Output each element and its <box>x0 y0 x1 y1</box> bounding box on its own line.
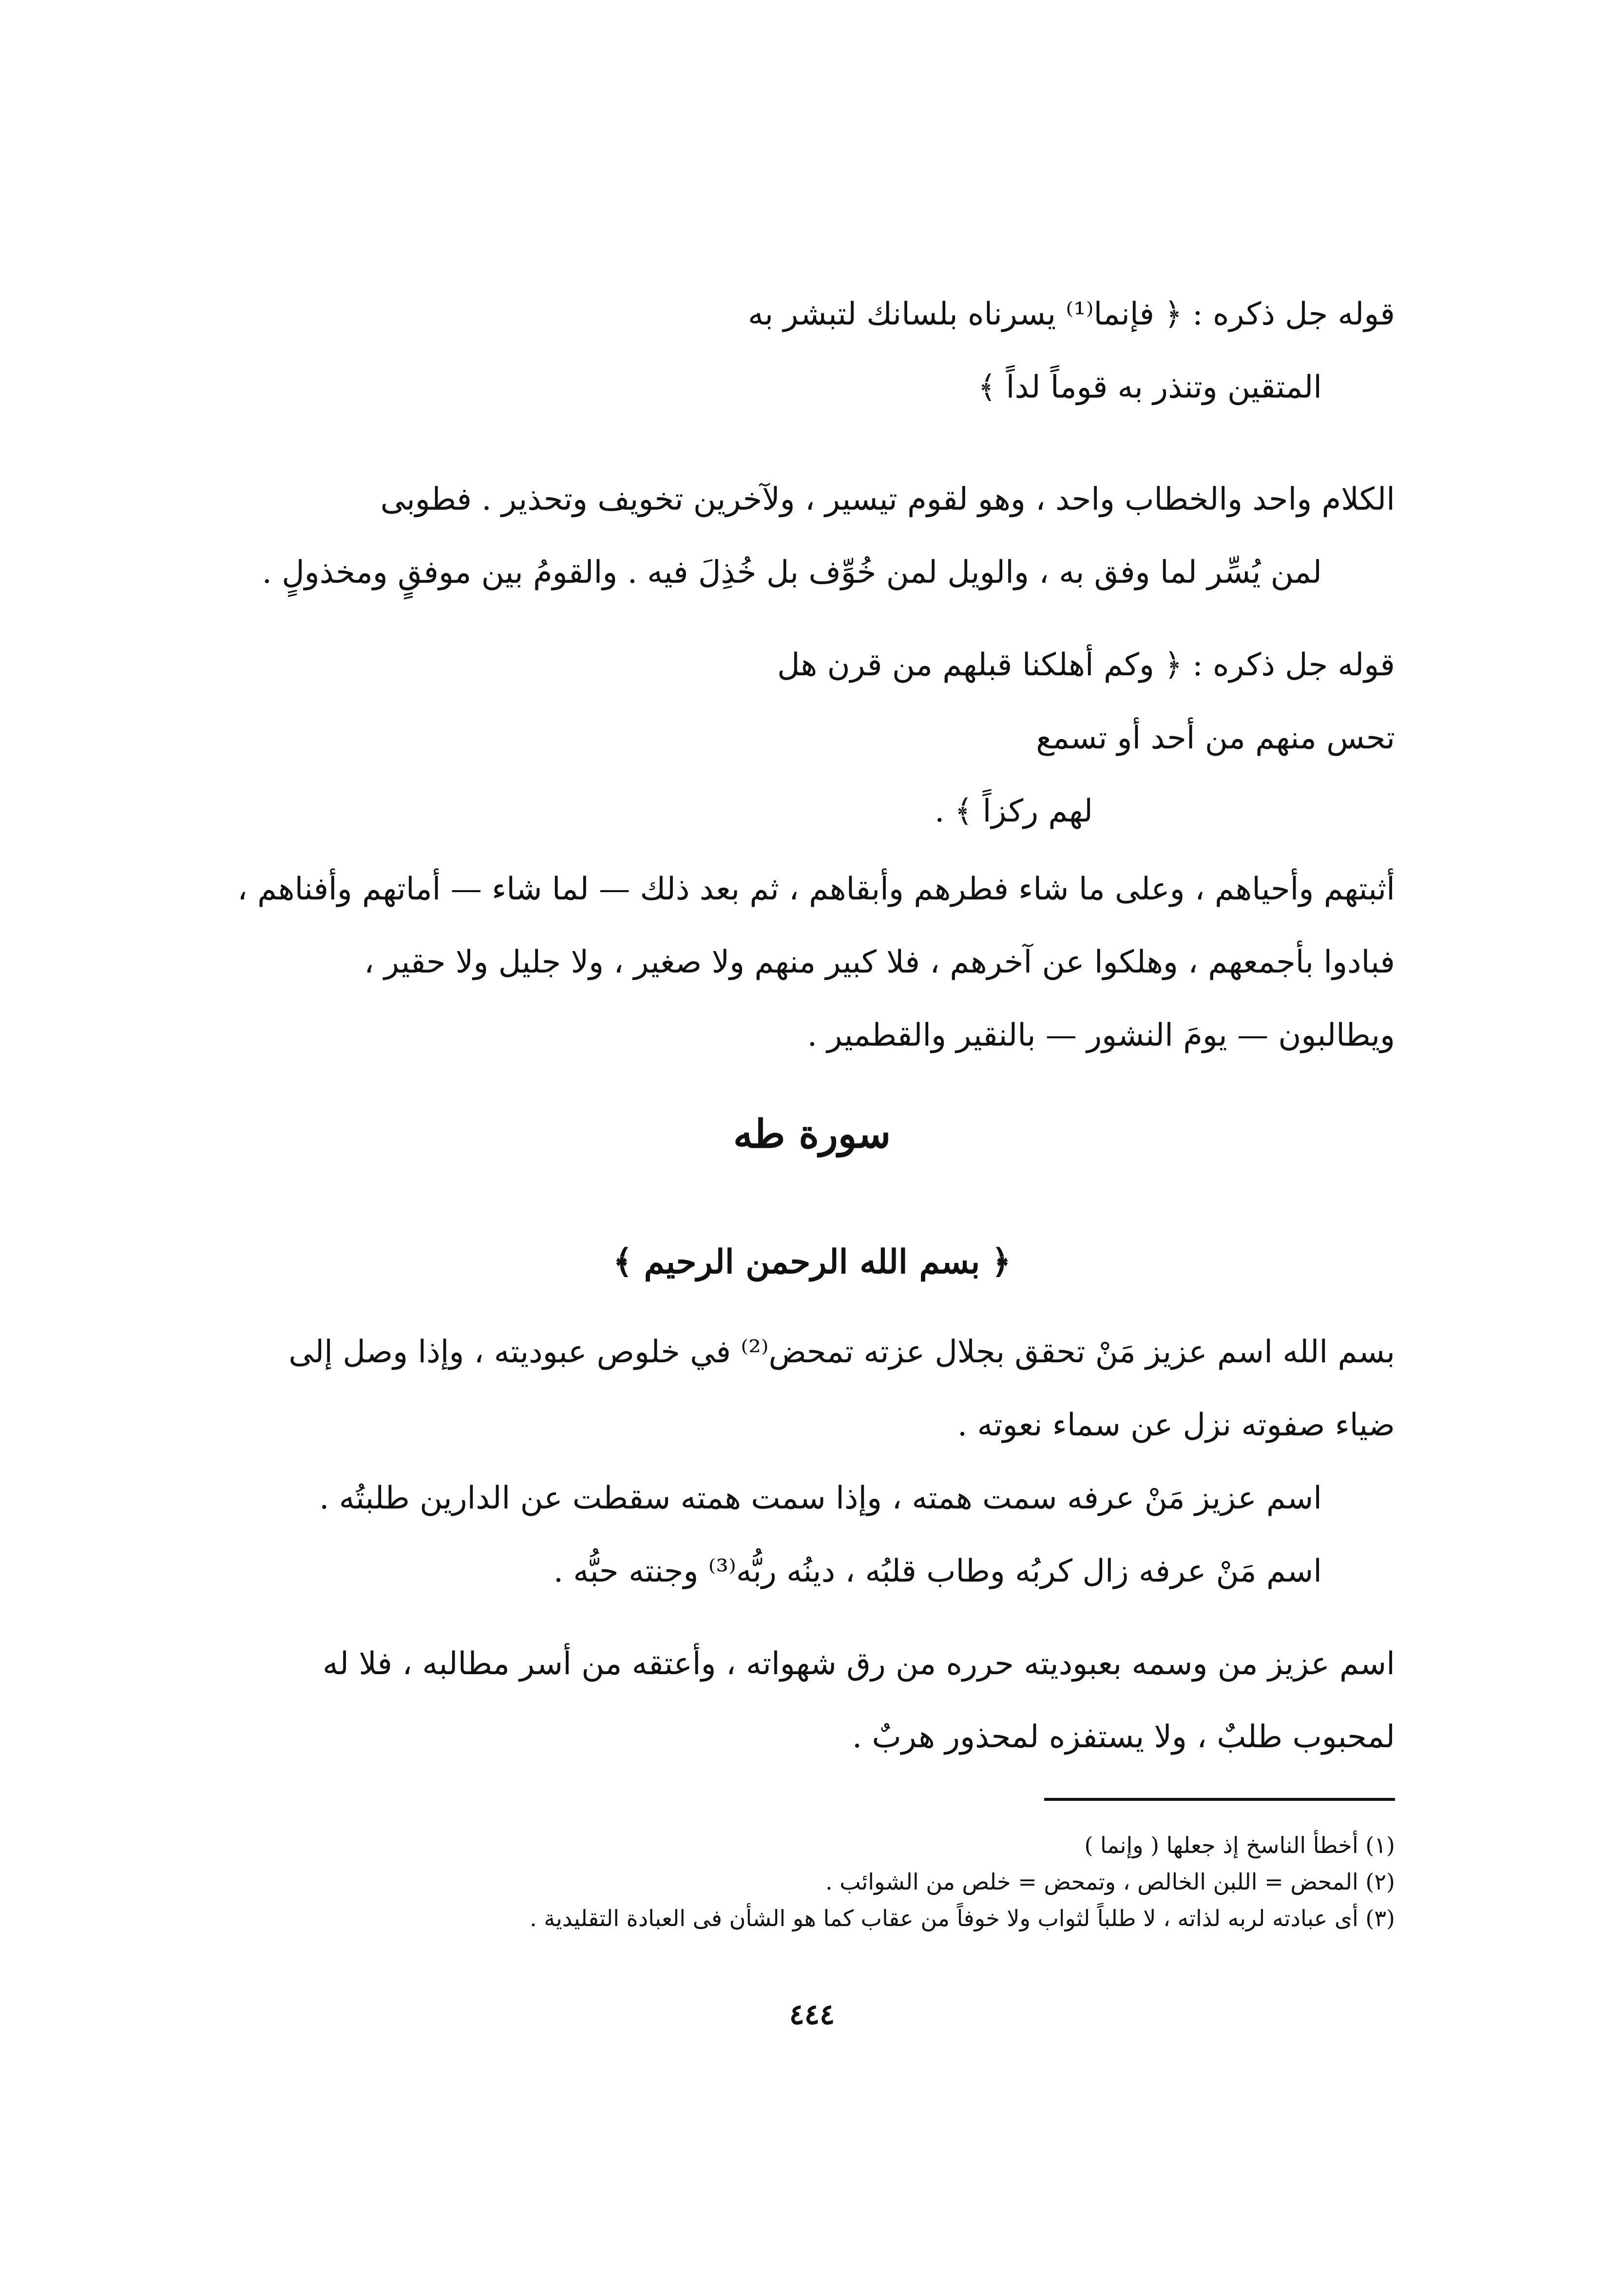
commentary-paragraph-4 <box>294 1462 1395 1608</box>
basmala: ﴿ بسم الله الرحمن الرحيم ﴾ <box>613 1242 1011 1281</box>
footnote: (٢) المحض = اللبن الخالص ، وتمحض = خلص من الشوائب . <box>825 1869 1395 1895</box>
text-line: اسم عزيز من وسمه بعبوديته حرره من رق شهواته ، وأعتقه من أسر مطالبه ، فلا له <box>323 1646 1395 1682</box>
footnotes <box>294 1827 1395 1937</box>
commentary-paragraph-1 <box>262 463 1395 609</box>
text-line: اسم عزيز مَنْ عرفه سمت همته ، وإذا سمت همته سقطت عن الدارين طلبتُه . <box>319 1480 1322 1516</box>
text-line: لهم ركزاً ﴾ . <box>935 793 1093 829</box>
page-number: ٤٤٤ <box>789 1998 835 2031</box>
text-line: المتقين وتنذر به قوماً لداً ﴾ <box>977 369 1322 405</box>
text-line: أثبتهم وأحياهم ، وعلى ما شاء فطرهم وأبقاهم ، ثم بعد ذلك — لما شاء — أماتهم وأفناهم ، <box>237 871 1395 907</box>
text-line: قوله جل ذكره : ﴿ فإنما⁽¹⁾ يسرناه بلسانك لتبشر به <box>747 296 1395 332</box>
text-line: لمحبوب طلبٌ ، ولا يستفزه لمحذور هربٌ . <box>852 1719 1395 1755</box>
verse-intro-2 <box>294 629 1395 848</box>
text-line: اسم مَنْ عرفه زال كربُه وطاب قلبُه ، دينُه ربُّه⁽³⁾ وجنته حبُّه . <box>553 1553 1322 1589</box>
commentary-paragraph-5 <box>294 1627 1395 1774</box>
text-line: ويطالبون — يومَ النشور — بالنقير والقطمير . <box>807 1017 1395 1053</box>
surah-title: سورة طه <box>733 1111 891 1157</box>
text-line: فبادوا بأجمعهم ، وهلكوا عن آخرهم ، فلا كبير منهم ولا صغير ، ولا جليل ولا حقير ، <box>364 944 1395 980</box>
text-line: لمن يُسِّر لما وفق به ، والويل لمن خُوِّف بل خُذِلَ فيه . والقومُ بين موفقٍ ومخذولٍ . <box>262 554 1322 591</box>
text-line: ضياء صفوته نزل عن سماء نعوته . <box>957 1407 1395 1443</box>
text-line: قوله جل ذكره : ﴿ وكم أهلكنا قبلهم من قرن هل <box>777 647 1395 683</box>
commentary-paragraph-2 <box>237 853 1395 1072</box>
text-line: تحس منهم من أحد أو تسمع <box>1036 720 1395 756</box>
footnote: (٣) أى عبادته لربه لذاته ، لا طلباً لثواب ولا خوفاً من عقاب كما هو الشأن فى العبادة التقليدية . <box>530 1905 1395 1931</box>
verse-intro-1 <box>294 278 1395 424</box>
footnote: (١) أخطأ الناسخ إذ جعلها ( وإنما ) <box>1084 1832 1395 1858</box>
text-line: بسم الله اسم عزيز مَنْ تحقق بجلال عزته تمحض⁽²⁾ في خلوص عبوديته ، وإذا وصل إلى <box>288 1334 1395 1370</box>
footnote-divider <box>1044 1798 1395 1801</box>
text-line: الكلام واحد والخطاب واحد ، وهو لقوم تيسير ، ولآخرين تخويف وتحذير . فطوبى <box>380 481 1395 517</box>
commentary-paragraph-3 <box>288 1316 1395 1462</box>
